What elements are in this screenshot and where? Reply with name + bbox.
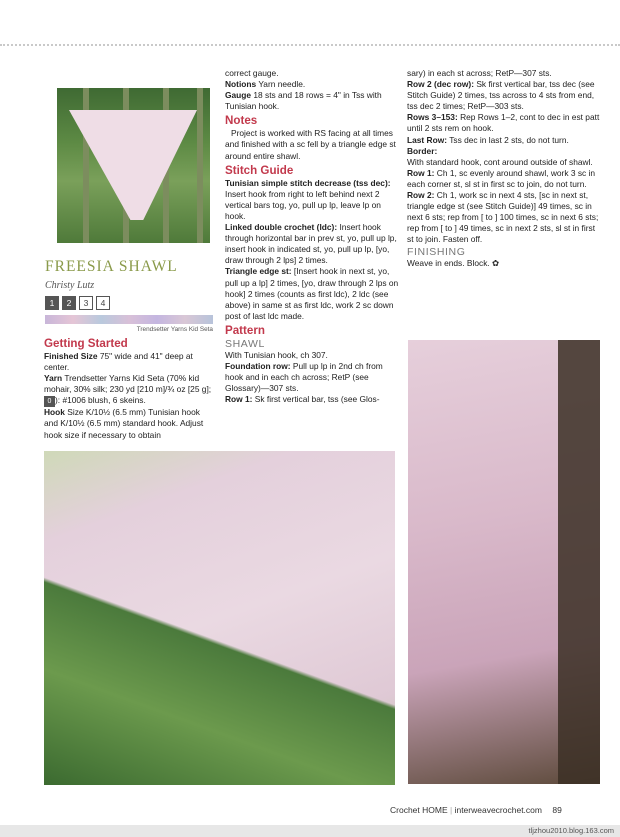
gauge-continued: correct gauge. (225, 68, 279, 78)
shawl-hero-photo (57, 88, 210, 243)
triangle-edge: Triangle edge st: [Insert hook in next st, yo, pull up a lp] 2 times, [yo, draw through 2 lps on hook] 2 times (counts as first ldc), 2 ldc (see above) in same st as first ldc, work 2 sc down post of last ldc made. (225, 266, 399, 321)
notes-heading: Notes (225, 114, 258, 128)
getting-started-column (44, 335, 214, 441)
finishing-subheading: FINISHING (407, 245, 466, 258)
border-row-2: Row 2: Ch 1, work sc in next 4 sts, [sc in next st, triangle edge st (see Stitch Guide)] 49 times, sc in next 6 sts; rep from [ to ] 100 times, sc in next 6 sts; rep from [ to ] 49 times, sc in next 2 sts, sl st in first st to join. Fasten off. (407, 190, 599, 245)
yarn-swatch-image (45, 315, 213, 324)
yarn-weight-icon: 0 (44, 396, 55, 407)
middle-column (225, 68, 400, 405)
border-text: With standard hook, cont around outside of shawl. (407, 156, 593, 167)
pattern-title: FREESIA SHAWL (45, 258, 178, 275)
last-row: Last Row: Tss dec in last 2 sts, do not turn. (407, 134, 569, 145)
row-2: Row 2 (dec row): Sk first vertical bar, tss dec (see Stitch Guide) 2 times, tss across to 4 sts from end, tss dec 2 times; RetP—303 sts. (407, 79, 595, 112)
pattern-heading: Pattern (225, 323, 265, 337)
watermark: tljzhou2010.blog.163.com (0, 825, 620, 837)
finished-size: Finished Size 75" wide and 41" deep at center. (44, 351, 193, 373)
border-heading: Border: (407, 145, 438, 156)
page-number: 89 (552, 805, 562, 815)
border-row-1: Row 1: Ch 1, sc evenly around shawl, work 3 sc in each corner st, sl st in first sc to join, do not turn. (407, 167, 596, 189)
notes-text: Project is worked with RS facing at all times and finished with a sc fell by a triangle edge st around entire shawl. (225, 128, 396, 161)
top-dotted-rule (0, 44, 620, 46)
yarn-caption: Trendsetter Yarns Kid Seta (136, 326, 213, 333)
yarn-spec: Yarn Trendsetter Yarns Kid Seta (70% kid mohair, 30% silk; 230 yd [210 m]/¾ oz [25 g]; 0 ): #1006 blush, 6 skeins. (44, 373, 212, 406)
ldc: Linked double crochet (ldc): Insert hook through horizontal bar in prev st, yo, pull up lp, insert hook in indicated st, yo, pull up lp, [yo, draw through 2 lps] 2 times. (225, 222, 397, 266)
shawl-detail-photo (44, 451, 395, 785)
skill-level-1: 1 (45, 296, 59, 310)
skill-levels (45, 296, 110, 310)
getting-started-heading: Getting Started (44, 337, 128, 350)
notions: Notions Yarn needle. (225, 79, 306, 90)
right-column (407, 68, 603, 269)
website: interweavecrochet.com (454, 805, 542, 815)
hook-spec: Hook Size K/10½ (6.5 mm) Tunisian hook and K/10½ (6.5 mm) standard hook. Adjust hook size if necessary to obtain (44, 407, 204, 440)
with-hook: With Tunisian hook, ch 307. (225, 349, 328, 360)
skill-level-3: 3 (79, 296, 93, 310)
stitch-guide-heading: Stitch Guide (225, 163, 294, 177)
designer-name: Christy Lutz (45, 280, 95, 291)
shawl-lace-photo (408, 340, 600, 784)
finishing-text: Weave in ends. Block. ✿ (407, 257, 500, 268)
page-footer: Crochet HOME | interweavecrochet.com 89 (390, 805, 562, 815)
row-1-continued: sary) in each st across; RetP—307 sts. (407, 68, 552, 78)
skill-level-2: 2 (62, 296, 76, 310)
shawl-subheading: SHAWL (225, 337, 265, 350)
foundation-row: Foundation row: Pull up lp in 2nd ch from hook and in each ch across; RetP (see Glossary)—307 sts. (225, 360, 383, 394)
row-1: Row 1: Sk first vertical bar, tss (see Glos- (225, 394, 380, 405)
gauge: Gauge 18 sts and 18 rows = 4" in Tss with Tunisian hook. (225, 90, 382, 112)
magazine-name: Crochet HOME (390, 805, 448, 815)
skill-level-4: 4 (96, 296, 110, 310)
tss-dec: Tunisian simple stitch decrease (tss dec): Insert hook from right to left behind next 2 vertical bars tog, yo, pull up lp, leave lp on hook. (225, 177, 391, 221)
rows-3-153: Rows 3–153: Rep Rows 1–2, cont to dec in est patt until 2 sts rem on hook. (407, 112, 600, 134)
